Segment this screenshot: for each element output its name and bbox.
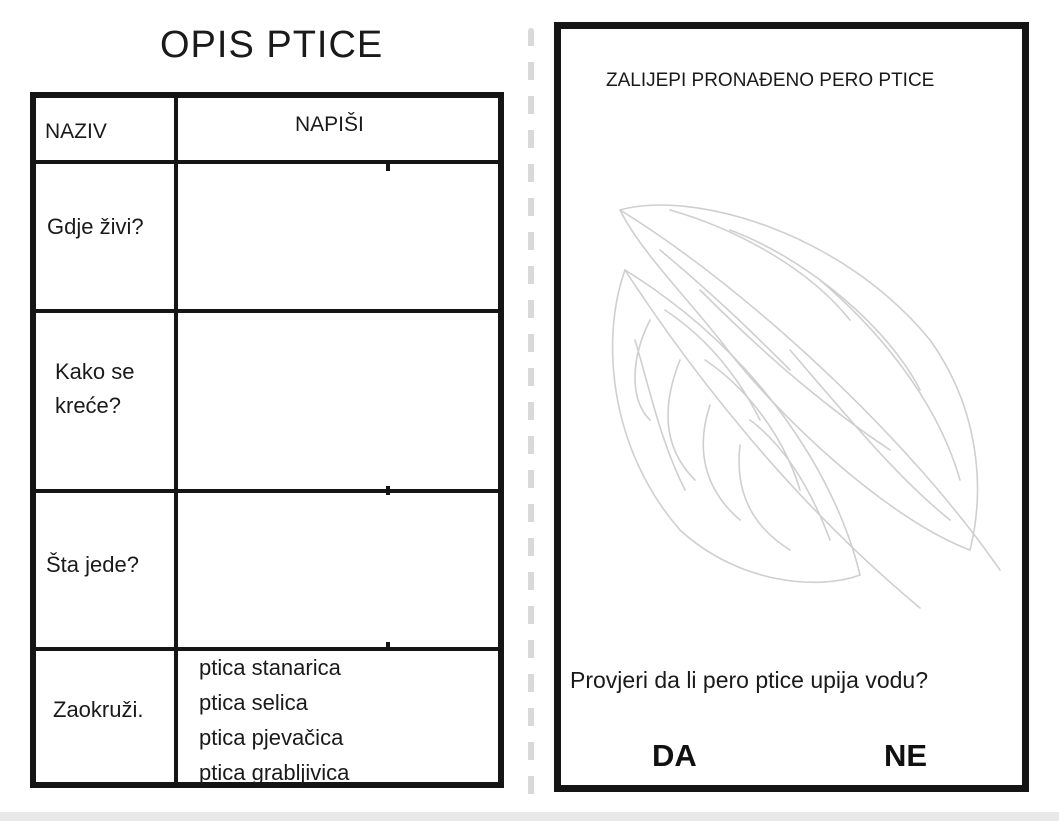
- option-selica[interactable]: ptica selica: [199, 690, 308, 715]
- page-divider: [528, 28, 534, 810]
- table-row-divider: [30, 160, 504, 164]
- table-tick-mark: [386, 162, 390, 171]
- answer-no[interactable]: NE: [884, 738, 928, 773]
- header-napisi: NAPIŠI: [295, 113, 364, 136]
- table-row-divider: [30, 489, 504, 493]
- answer-yes[interactable]: DA: [652, 738, 697, 773]
- row-label-food: Šta jede?: [46, 552, 139, 577]
- bird-type-options: [199, 650, 349, 790]
- row-label-circle: Zaokruži.: [53, 697, 144, 722]
- option-stanarica[interactable]: ptica stanarica: [199, 655, 341, 680]
- table-tick-mark: [386, 486, 390, 495]
- feather-icon: [590, 190, 1010, 610]
- row-label-habitat: Gdje živi?: [47, 214, 144, 239]
- table-tick-mark: [386, 642, 390, 651]
- option-grabljivica[interactable]: ptica grabljivica: [199, 760, 350, 785]
- header-naziv: NAZIV: [45, 120, 107, 143]
- row-label-movement: Kako se kreće?: [55, 359, 135, 418]
- water-test-question: Provjeri da li pero ptice upija vodu?: [570, 667, 928, 693]
- table-column-divider: [174, 92, 178, 788]
- card-heading: ZALIJEPI PRONAĐENO PERO PTICE: [606, 70, 935, 91]
- page-bottom-strip: [0, 812, 1059, 821]
- table-row-divider: [30, 309, 504, 313]
- option-pjevacica[interactable]: ptica pjevačica: [199, 725, 344, 750]
- page-title: OPIS PTICE: [160, 24, 384, 66]
